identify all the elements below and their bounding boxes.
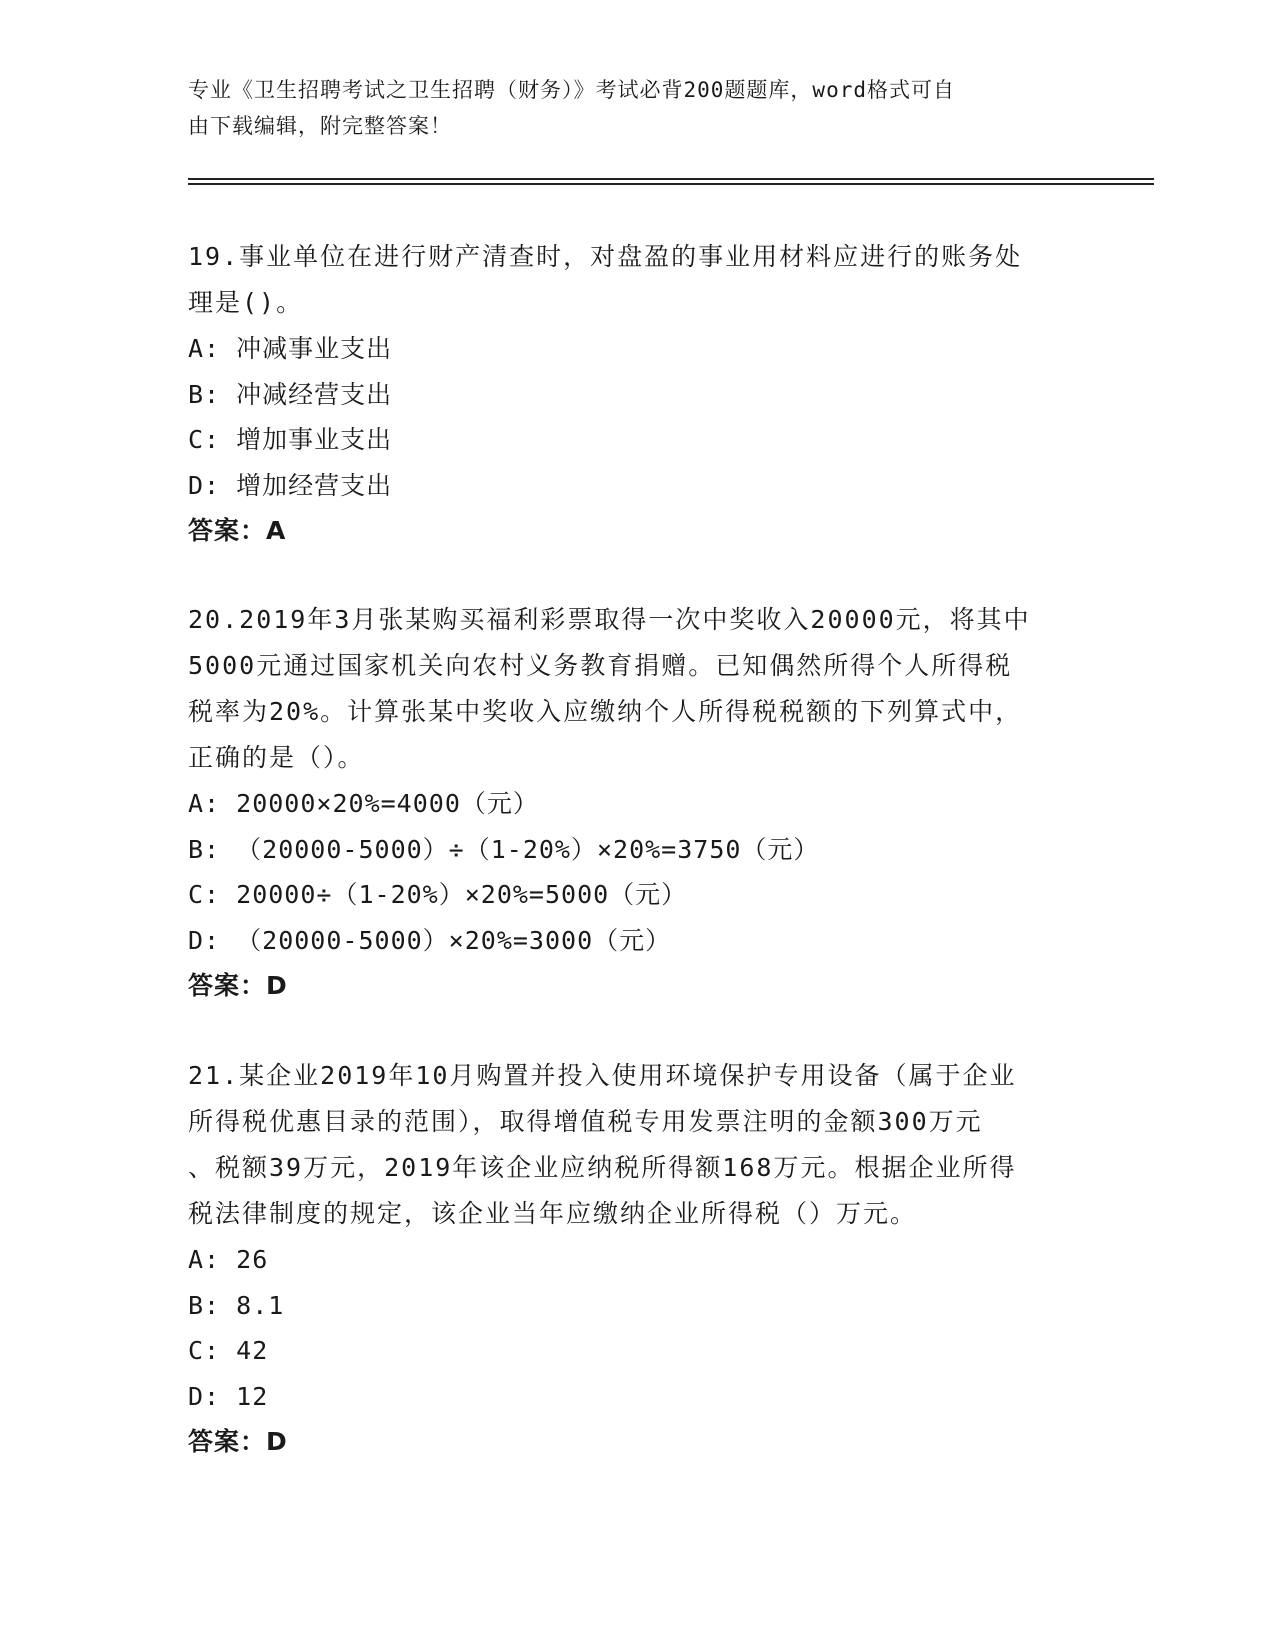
question-20 — [188, 597, 1088, 1009]
option-d: D: （20000-5000）×20%=3000（元） — [188, 925, 672, 955]
question-stem-line: 理是()。 — [188, 288, 304, 317]
option-d: D: 增加经营支出 — [188, 470, 393, 500]
answer: 答案：D — [188, 971, 288, 1000]
header-divider-top — [188, 178, 1154, 180]
option-c: C: 20000÷（1-20%）×20%=5000（元） — [188, 880, 688, 909]
option-b: B: 冲减经营支出 — [188, 379, 393, 409]
option-c: C: 增加事业支出 — [188, 425, 393, 454]
header-line-1: 专业《卫生招聘考试之卫生招聘（财务）》考试必背200题题库，word格式可自 — [188, 78, 955, 102]
question-stem-line: 所得税优惠目录的范围），取得增值税专用发票注明的金额300万元 — [188, 1107, 983, 1136]
question-stem-line: 正确的是（）。 — [188, 743, 365, 772]
question-stem-line: 19.事业单位在进行财产清查时，对盘盈的事业用材料应进行的账务处 — [188, 242, 1023, 271]
question-stem-line: 、税额39万元，2019年该企业应纳税所得额168万元。根据企业所得 — [188, 1153, 1017, 1182]
question-stem-line: 21.某企业2019年10月购置并投入使用环境保护专用设备（属于企业 — [188, 1061, 1017, 1090]
option-a: A: 26 — [188, 1245, 269, 1274]
answer: 答案：D — [188, 1427, 288, 1456]
question-stem-line: 5000元通过国家机关向农村义务教育捐赠。已知偶然所得个人所得税 — [188, 651, 1013, 680]
header-line-2: 由下载编辑，附完整答案！ — [188, 114, 452, 138]
question-stem-line: 20.2019年3月张某购买福利彩票取得一次中奖收入20000元，将其中 — [188, 605, 1031, 634]
option-b: B: 8.1 — [188, 1290, 285, 1320]
option-a: A: 20000×20%=4000（元） — [188, 789, 539, 818]
question-19 — [188, 234, 1088, 554]
option-c: C: 42 — [188, 1336, 269, 1365]
option-b: B: （20000-5000）÷（1-20%）×20%=3750（元） — [188, 834, 820, 864]
option-a: A: 冲减事业支出 — [188, 334, 393, 363]
document-header — [188, 72, 1088, 144]
question-stem-line: 税法律制度的规定，该企业当年应缴纳企业所得税（）万元。 — [188, 1199, 918, 1228]
option-d: D: 12 — [188, 1381, 269, 1411]
answer: 答案：A — [188, 516, 287, 545]
question-stem-line: 税率为20%。计算张某中奖收入应缴纳个人所得税税额的下列算式中， — [188, 697, 1023, 726]
header-divider-bottom — [188, 183, 1154, 185]
question-21 — [188, 1053, 1088, 1465]
